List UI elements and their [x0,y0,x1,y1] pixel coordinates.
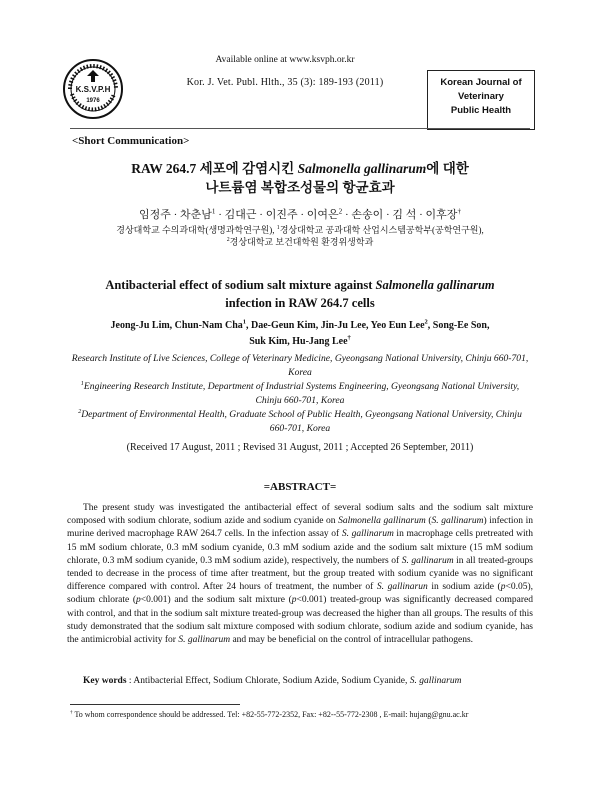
author-text: , Dae-Geun Kim, Jin-Ju Lee, Yeo Eun Lee [246,320,425,331]
svg-text:1976: 1976 [86,98,100,104]
affiliation-mark: 2 [226,237,230,243]
affiliation-mark: 1 [276,225,280,231]
species-name: S. gallinarum [178,635,231,646]
aff-text: Engineering Research Institute, Department of Industrial Systems Engineering, Gyeongsang National University, Chinju 660-701, Korea [83,381,520,406]
aff-text: 경상대학교 보건대학원 환경위생학과 [229,237,374,247]
p-value-symbol: p [291,595,297,606]
aff-text: Department of Environmental Health, Graduate School of Public Health, Gyeongsang National University, Chinju 660-701, Korea [81,409,522,434]
english-title-line1 [0,276,600,294]
corresponding-mark: † [70,709,73,716]
aff-text: 경상대학교 공과대학 산업시스템공학부(공학연구원), [279,225,484,235]
affiliation-mark: 2 [78,407,82,415]
corresponding-mark: † [457,207,462,216]
keywords [83,676,533,686]
keywords-label: Key words [83,676,127,686]
abstract-text: <0.05), sodium chlorate ( [67,582,533,606]
species-name: Salmonella gallinarum [338,516,426,527]
abstract-body [67,502,533,647]
affiliation-mark: 2 [424,318,428,326]
p-value-symbol: p [136,595,141,606]
korean-authors [0,206,600,222]
english-affiliations [70,352,530,436]
aff-text: 경상대학교 수의과대학(생명과학연구원), [116,225,277,235]
journal-citation: Kor. J. Vet. Publ. Hlth., 35 (3): 189-193 (2011) [186,77,384,88]
affiliation-mark: 1 [211,207,216,216]
journal-name-box [427,70,535,130]
keywords-separator: : [126,676,134,686]
header-divider [70,128,530,129]
abstract-heading: =ABSTRACT= [263,481,337,493]
journal-name-line: Korean Journal of [440,77,522,88]
affiliation-mark: 2 [338,207,343,216]
affiliation: Research Institute of Live Sciences, College of Veterinary Medicine, Gyeongsang National University, Chinju 660-701, Korea [71,353,529,378]
correspondence-footnote [70,710,540,719]
korean-aff-line [0,236,600,248]
title-species: Salmonella gallinarum [297,161,427,176]
footnote-text: To whom correspondence should be addressed. Tel: +82-55-772-2352, Fax: +82--55-772-2308 , E-mail: hujang@gnu.ac.kr [72,710,469,719]
title-text: 에 대한 [426,161,469,176]
abstract-text: The present study was investigated the antibacterial effect of several sodium salts and the sodium salt mixture composed with sodium chlorate, sodium azide and sodium cyanide on [67,503,533,527]
author-text: · 김대근 · 이진주 · 이여은 [215,209,339,221]
author-text: Jeong-Ju Lim, Chun-Nam Cha [110,320,243,331]
author-text: , Song-Ee Son, [427,320,490,331]
journal-name-line: Public Health [450,105,512,116]
abstract-text: ( [425,516,432,527]
available-online: Available online at www.ksvph.or.kr [215,55,355,65]
title-species: Salmonella gallinarum [375,278,495,292]
english-title [0,276,600,312]
article-type: <Short Communication> [72,135,190,147]
korean-title-line2: 나트륨염 복합조성물의 항균효과 [205,180,395,195]
english-title-line2: infection in RAW 264.7 cells [225,296,375,310]
species-name: S. gallinarum [341,529,394,540]
abstract-text: <0.001) and the sodium salt mixture ( [140,595,292,606]
affiliation-mark: 1 [242,318,247,326]
korean-affiliations [0,224,600,248]
english-authors-line2 [0,334,600,350]
abstract-text: ) infection in murine derived macrophage RAW 264.7 cells. In the infection assay of [67,516,533,540]
author-text: 임정주 · 차춘남 [138,209,212,221]
author-text: Suk Kim, Hu-Jang Lee [249,336,348,347]
p-value-symbol: p [500,582,506,593]
species-name: S. gallinarum [431,516,484,527]
abstract-text: <0.001) treated-group was significantly decreased compared with control, and that in the sodium salt mixture treated-group was decreased the higher than all groups. The results of this study demonstrated that the sodium salt mixture composed with sodium chlorate, sodium azide and sodium cyanide, has the antimicrobial activity for [67,595,533,646]
english-authors-line1 [0,318,600,334]
korean-title-line1 [0,159,600,178]
corresponding-mark: † [347,334,351,342]
affiliation [70,380,530,407]
species-name: S. gallinarum [401,555,454,566]
species-name: S. gallinarum [409,676,462,686]
korean-aff-line [0,224,600,236]
species-name: S. gallinarun [376,582,428,593]
journal-name-line: Veterinary [458,91,504,102]
abstract-text: and may be beneficial on the control of intracellular pathogens. [230,635,474,646]
english-authors [0,318,600,350]
author-text: · 손송이 · 김 석 · 이후장 [342,209,458,221]
affiliation-mark: 1 [80,379,84,387]
title-text: Antibacterial effect of sodium salt mixture against [105,278,376,292]
footnote-divider [70,704,240,705]
received-dates: (Received 17 August, 2011 ; Revised 31 August, 2011 ; Accepted 26 September, 2011) [126,442,474,453]
abstract-text: in all treated-groups tended to decrease in the process of time after treatment, but the group treated with sodium cyanide was no significant difference compared with control. After 24 hours of treatment, the number of [67,555,533,593]
title-text: RAW 264.7 세포에 감염시킨 [131,161,298,176]
svg-text:K.S.V.P.H: K.S.V.P.H [75,85,111,94]
abstract-text: in sodium azide ( [427,582,501,593]
keywords-text: Antibacterial Effect, Sodium Chlorate, Sodium Azide, Sodium Cyanide, [133,676,410,686]
korean-title [0,159,600,197]
abstract-text: in macrophage cells pretreated with 15 mM sodium chlorate, 0.3 mM sodium cyanide, 0.3 mM sodium azide and the sodium salt mixture (15 mM sodium chlorate, 0.3 mM sodium cyanide, 0.3 mM sodium azide), respectively, the numbers of [67,529,533,566]
society-seal-logo [62,58,124,120]
affiliation [70,408,530,435]
